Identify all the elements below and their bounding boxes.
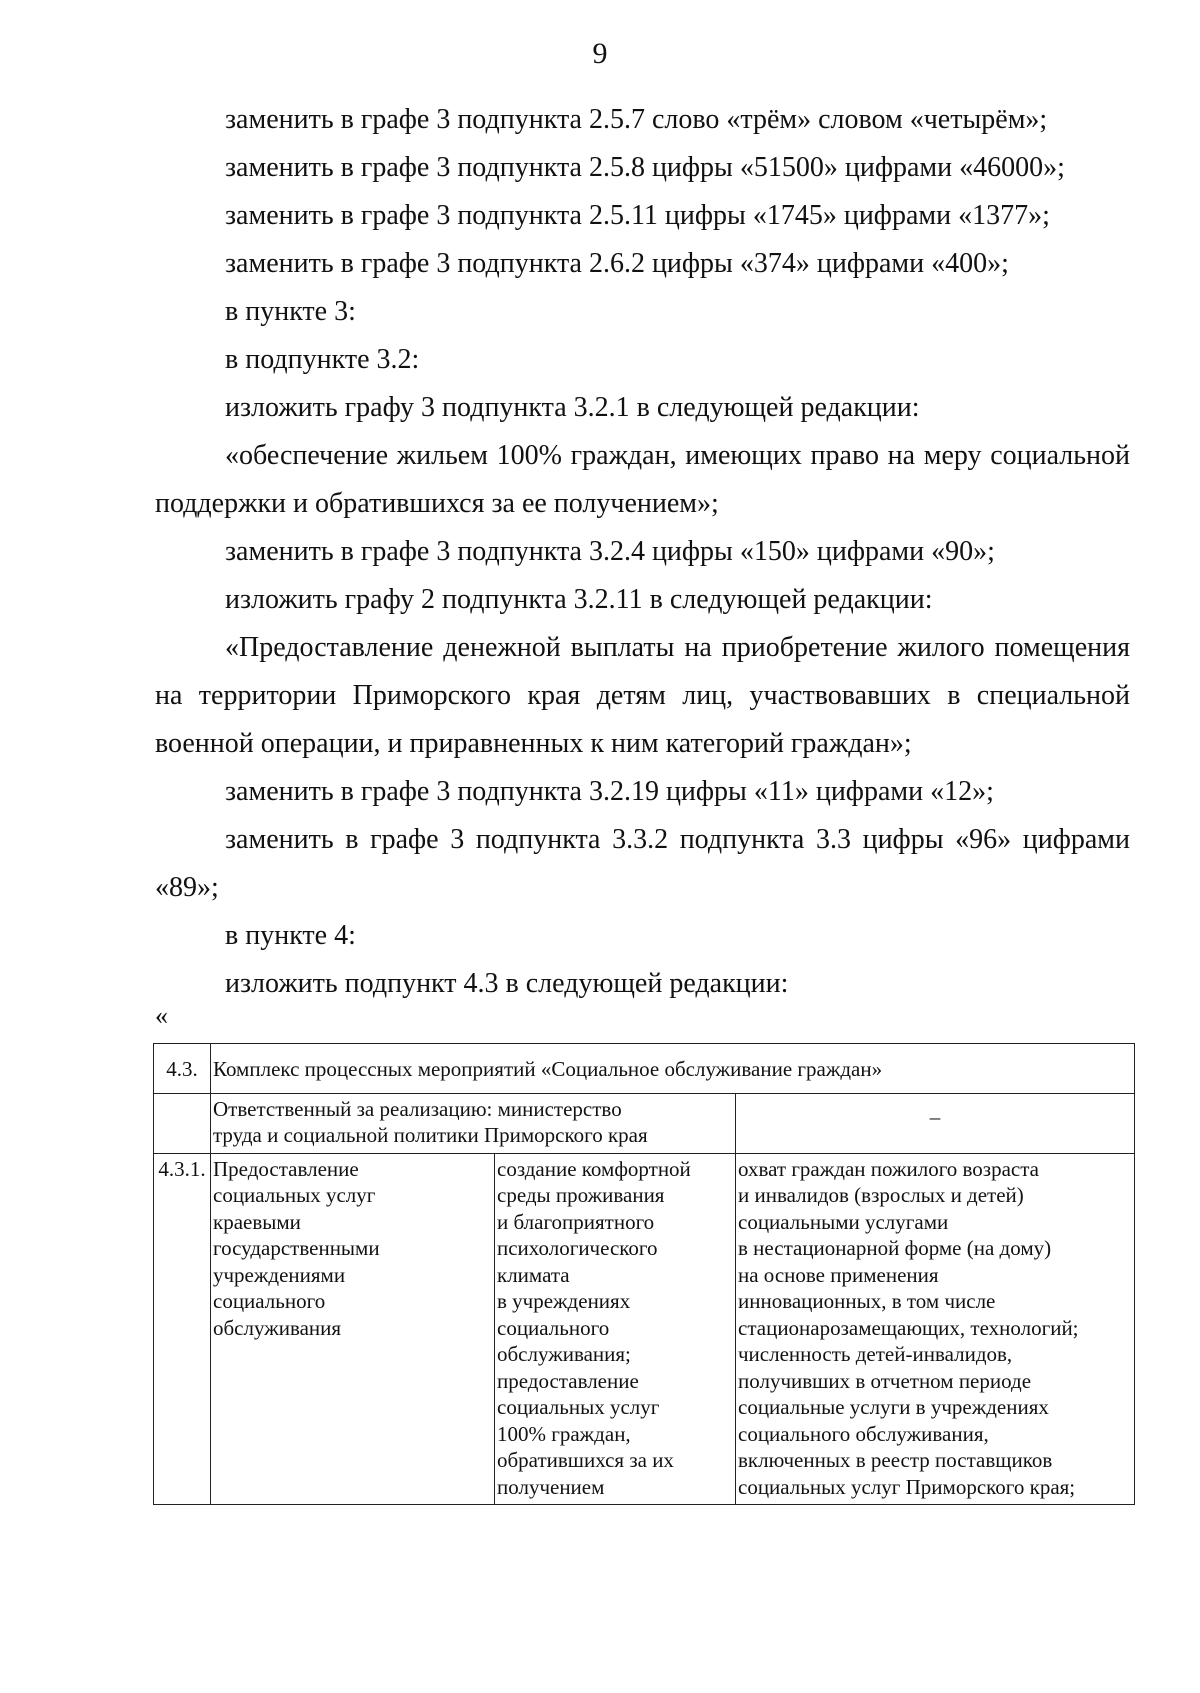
table-row (154, 1093, 1135, 1153)
page-number: 9 (592, 37, 608, 70)
responsible-text: Ответственный за реализацию: министерство труда и социальной политики Приморского края (213, 1096, 648, 1147)
paragraph-3-2-11-intro: изложить графу 2 подпункта 3.2.11 в следующей редакции: (225, 584, 933, 615)
indicators-text: охват граждан пожилого возраста и инвалидов (взрослых и детей) социальными услугами в нестационарной форме (на дому) на основе применения инновационных, в том числе стационарозамещающих, технологий; численность детей-инвалидов, получивших в отчетном периоде социальные услуги в учреждениях социального обслуживания, включенных в реестр поставщиков социальных услуг Приморского края; (738, 1156, 1079, 1499)
result-text: создание комфортной среды проживания и благоприятного психологического климата в учреждениях социального обслуживания; предоставление социальных услуг 100% граждан, обратившихся за их получением (497, 1156, 691, 1499)
table-row (154, 1153, 1135, 1505)
paragraph-2-6-2: заменить в графе 3 подпункта 2.6.2 цифры «374» цифрами «400»; (225, 248, 1009, 279)
document-body (155, 96, 1130, 1008)
paragraph-3-2-1-text: «обеспечение жильем 100% граждан, имеющих право на меру социальной поддержки и обратившихся за ее получением»; (155, 440, 1130, 519)
paragraph-2-5-7: заменить в графе 3 подпункта 2.5.7 слово «трём» словом «четырём»; (225, 104, 1048, 135)
paragraph-2-5-8: заменить в графе 3 подпункта 2.5.8 цифры «51500» цифрами «46000»; (225, 152, 1065, 183)
table-row (154, 1044, 1135, 1094)
result-cell (495, 1153, 736, 1505)
complex-title-cell: Комплекс процессных мероприятий «Социальное обслуживание граждан» (211, 1044, 1135, 1094)
dash-cell: – (736, 1093, 1135, 1153)
task-cell (211, 1153, 495, 1505)
paragraph-3-2-1-intro: изложить графу 3 подпункта 3.2.1 в следующей редакции: (225, 392, 920, 423)
paragraph-point-4: в пункте 4: (225, 920, 356, 951)
empty-number-cell (154, 1093, 211, 1153)
paragraph-3-3-2: заменить в графе 3 подпункта 3.3.2 подпункта 3.3 цифры «96» цифрами «89»; (155, 824, 1130, 903)
subitem-4-3-table (153, 1043, 1135, 1505)
paragraph-2-5-11: заменить в графе 3 подпункта 2.5.11 цифры «1745» цифрами «1377»; (225, 200, 1050, 231)
responsible-cell (211, 1093, 736, 1153)
indicators-cell (736, 1153, 1135, 1505)
paragraph-3-2-19: заменить в графе 3 подпункта 3.2.19 цифры «11» цифрами «12»; (225, 776, 994, 807)
paragraph-3-2-4: заменить в графе 3 подпункта 3.2.4 цифры «150» цифрами «90»; (225, 536, 995, 567)
opening-quote-mark: « (155, 1001, 168, 1030)
row-number-cell: 4.3.1. (154, 1153, 211, 1505)
paragraph-subpoint-3-2: в подпункте 3.2: (225, 344, 420, 375)
paragraph-point-3: в пункте 3: (225, 296, 356, 327)
paragraph-3-2-11-text: «Предоставление денежной выплаты на приобретение жилого помещения на территории Приморского края детям лиц, участвовавших в специальной военной операции, и приравненных к ним категорий граждан»; (155, 632, 1130, 759)
row-number-cell: 4.3. (154, 1044, 211, 1094)
task-text: Предоставление социальных услуг краевыми государственными учреждениями социального обслуживания (213, 1156, 380, 1340)
paragraph-4-3-intro: изложить подпункт 4.3 в следующей редакции: (225, 968, 789, 999)
